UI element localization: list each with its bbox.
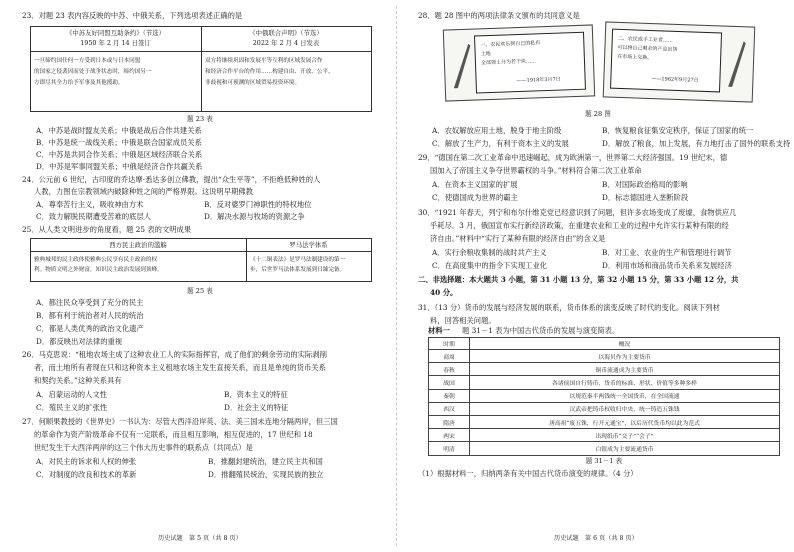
table-row	[429, 376, 780, 389]
q24-stem-line1: 24．公元前 6 世纪，古印度的乔达摩·悉达多创立佛教，提出“众生平等”，不拒绝低种姓的人	[22, 175, 321, 184]
table-cell-era: 战国	[429, 376, 470, 389]
q25-option-b[interactable]: B．都有利于统治者对人民的统治	[36, 311, 144, 320]
table-row	[429, 415, 780, 428]
section-2-heading-line1: 二、非选择题：本大题共 3 小题，第 31 小题 13 分，第 32 小题 15 分，第 33 小题 12 分，共	[418, 275, 739, 284]
q25-col1-title: 西方民主政治的滥觞	[109, 241, 167, 249]
q23-option-d[interactable]: D．中苏是军事同盟关系；中俄是经济合作共赢关系	[36, 162, 203, 171]
q23-option-b[interactable]: B．中苏是统一战线关系；中俄是联合国家成员关系	[36, 138, 202, 147]
q27-option-b[interactable]: B．推翻封建统治，建立民主共和国	[208, 457, 323, 466]
q30-stem-line2: 乎耗尽。3 月，俄国宣布实行新经济政策，在重建农业和工业的过程中允许实行某种有限的经	[430, 221, 729, 230]
q23-col1-date: 1950 年 2 月 14 日签订	[80, 39, 151, 47]
quill-icon	[448, 40, 474, 91]
q28-doc1-line2: 土地	[480, 50, 491, 58]
table-header-row	[429, 338, 780, 350]
q28-option-c[interactable]: C．解放了生产力，有利于资本主义的发展	[432, 139, 569, 148]
q31-stem-line1: 31．（13 分）货币的发展与经济发展的联系，货币体系的演变反映了时代的变化。阅读下列材	[418, 303, 720, 312]
table-cell-era: 秦朝	[429, 389, 470, 402]
q23-option-a[interactable]: A．中苏是战时盟友关系；中俄是战后合作共建关系	[36, 126, 202, 135]
q24-option-c[interactable]: C．致力解脱民期遭受苦难的底层人	[36, 212, 152, 221]
q23-col2-line1: 双方将继续巩固和发展平等互利的区域发展合作	[205, 58, 323, 64]
q23-stem: 23．对题 23 表内容反映的中苏、中俄关系，下列选项表述正确的是	[22, 11, 243, 20]
table-header-cell: 概况	[470, 338, 780, 350]
q25-option-a[interactable]: A．都注民众享受到了充分的民主	[36, 298, 144, 307]
q31-caption: 题 31－1 表	[585, 457, 623, 465]
q27-option-a[interactable]: A．对民主的诉求和人权的伸张	[36, 457, 137, 466]
table-row	[429, 350, 780, 363]
table-cell-era: 西汉	[429, 402, 470, 415]
q25-col1-line2: 利。物质文明之外财富，知识民主政治发展到顶峰。	[34, 267, 163, 273]
q26-option-c[interactable]: C．殖民主义的扩张性	[36, 403, 108, 412]
q25-caption: 题 25 表	[187, 287, 213, 295]
q23-col1-line3: 方即尽其全力给予军事及其他援助。	[34, 80, 124, 86]
q25-col2-line2: 步，后世罗马法体系发展到日臻完备。	[250, 267, 346, 273]
q28-decree-1962	[603, 21, 756, 102]
table-cell-summary: 汉武帝把铸币权收归中央，统一铸造五铢钱	[470, 402, 780, 415]
q26-stem-line1: 26．马克思说：“租地农场主成了这种农业工人的实际指挥官，成了他们的剩余劳动的实际剥削	[22, 350, 327, 359]
table-cell-era: 隋唐	[429, 415, 470, 428]
q25-option-c[interactable]: C．都是人类优秀的政治文化遗产	[36, 324, 144, 333]
q26-option-d[interactable]: D．社会主义的特征	[224, 403, 289, 412]
q27-stem-line3: 世纪发生于大西洋两岸的这三个伟大历史事件的联系点（共同点）是	[34, 443, 253, 452]
q29-option-d[interactable]: D．标志德国进入垄断阶段	[602, 193, 689, 202]
table-cell-summary: 白银成为主要流通货币	[470, 442, 780, 455]
page-6-footer: 历史试题 第 6 页（共 8 页）	[554, 535, 638, 542]
q27-option-c[interactable]: C．对制度的改良和技术的革新	[36, 470, 137, 479]
table-row	[429, 442, 780, 455]
q23-col1-title: 《中苏友好同盟互助条约》（节选）	[65, 29, 166, 37]
q28-option-d[interactable]: D．解放了粮食，加上发展，有力地打击了国外的联系支持	[602, 139, 791, 148]
q25-col2-line1: 《十二铜表法》是罗马法制建设的第一	[250, 257, 346, 263]
q23-caption: 题 23 表	[187, 115, 213, 123]
table-cell-summary: 以海贝作为主要货币	[470, 350, 780, 363]
q27-stem-line1: 27．何顺果教授的《世界史》一书认为：尽管大西洋沿岸英、法、美三国未连地分隔两岸，但三国	[22, 417, 338, 426]
q26-option-b[interactable]: B．资本主义的特征	[224, 390, 288, 399]
q29-stem-line2: 国加入了帝国主义争夺世界霸权的斗争。”材料符合第二次工业革命	[430, 166, 642, 175]
table-row	[429, 389, 780, 402]
page-5-footer: 历史试题 第 5 页（共 8 页）	[158, 535, 242, 542]
q28-doc2-line1: 二、农民或手工业者……	[617, 35, 673, 44]
q25-stem: 25．从人类文明进步的角度看，题 25 表的文明成果	[22, 225, 192, 234]
q24-stem-line2: 人教，力图在宗教领域内破除种姓之间的严格界限。这说明早期佛教	[34, 187, 253, 196]
q27-stem-line2: 的革命作为资产阶级革命不仅有一定联系，而且相互影响，相互促进的，17 世纪和 18	[34, 430, 313, 439]
table-cell-era: 明清	[429, 442, 470, 455]
table-cell-era: 春秋	[429, 363, 470, 376]
table-row	[429, 363, 780, 376]
q31-question-1: （1）根据材料一，归纳两条有关中国古代货币演变的规律。（4 分）	[418, 469, 638, 478]
q31-table	[428, 337, 780, 456]
q25-col2-title: 罗马法学体系	[289, 241, 328, 249]
q30-stem-line3: 济自由。”材料中“实行了某种有限的经济自由”的含义是	[430, 234, 606, 243]
q30-option-a[interactable]: A．实行余粮收集制的战时共产主义	[432, 248, 547, 257]
q23-col2-line2: 和经济合作平台的作用……构建自由、开放、公平、	[205, 69, 334, 75]
q30-option-c[interactable]: C．在高度集中的指令下实现工业化	[432, 261, 548, 270]
q31-stem-line2: 料，回答相关问题。	[430, 316, 496, 325]
table-cell-summary: 铜币流通成为主要货币	[470, 363, 780, 376]
q29-stem-line1: 29．“德国在第二次工业革命中迅速崛起，成为欧洲第一，世界第二大经济强国。19 世纪末，德	[418, 153, 728, 162]
table-cell-era: 两宋	[429, 429, 470, 442]
q28-option-b[interactable]: B．恢复粮食征集安定秩序，保证了国家的统一	[602, 126, 754, 135]
q28-caption: 题 28 图	[585, 110, 611, 118]
page-6	[404, 0, 791, 552]
q28-doc1-line1: 一、农民欢乐到自己的私有	[480, 40, 541, 49]
q29-option-a[interactable]: A．在资本主义国家的扩展	[432, 180, 518, 189]
q24-option-b[interactable]: B．反对婆罗门神职性的特权地位	[204, 200, 312, 209]
table-cell-era: 商周	[429, 350, 470, 363]
q26-stem-line2: 者，而土地所有者现在只和这种资本主义租地农场主发生直接关系，而且是单纯的货币关系	[34, 363, 326, 372]
section-2-heading-line2: 40 分。	[430, 288, 458, 297]
table-cell-summary: 出现纸币“交子”“会子”	[470, 429, 780, 442]
q28-doc1-line3: 全部领土分为若干块……	[480, 58, 537, 67]
q30-stem-line1: 30．“1921 年春天，列宁和布尔什维克党已经意识到了问题，但许多农场变成了废墟，食物供应几	[418, 208, 737, 217]
page-fold	[396, 6, 397, 546]
q28-doc1-date: ——1918年3月7日	[516, 76, 561, 85]
q25-col1-line1: 雅典城邦的民主政体使雅典公民享有民主政治的权	[34, 257, 158, 263]
table-cell-summary: 唐高祖“废五铢，行开元通宝”，以后历代货币均以此为范式	[470, 415, 780, 428]
q30-option-b[interactable]: B．对工业、农业的生产和管理进行调节	[602, 248, 732, 257]
q28-decree-1918	[443, 24, 595, 101]
q23-col1-line1: 一旦缔约国任何一方受到日本或与日本同盟	[34, 58, 141, 64]
q24-option-d[interactable]: D．解决水源与牧场的资源之争	[204, 212, 305, 221]
table-cell-summary: 各诸侯国自行铸币，货币的标准、形状、价值等多种多样	[470, 376, 780, 389]
q23-option-c[interactable]: C．中苏是共同合作关系；中俄是区域经济联合关系	[36, 150, 203, 159]
q30-option-d[interactable]: D．利用市场和商品货币关系来发展经济	[602, 261, 732, 270]
q29-option-c[interactable]: C．使德国成为世界的霸主	[432, 193, 518, 202]
q31-material-label: 材料一	[428, 326, 450, 335]
q23-col1-line2: 的国家之侵袭因而处于战争状态时，缔约国另一	[34, 69, 152, 75]
table-row	[429, 429, 780, 442]
q31-material-intro: 题 31－1 表为中国古代货币的发展与演变简表。	[462, 326, 620, 335]
q24-option-a[interactable]: A．尊奉苦行主义，吸收神由方术	[36, 200, 144, 209]
q25-option-d[interactable]: D．都反映出对法律的重视	[36, 337, 123, 346]
table-header-cell: 时期	[429, 338, 470, 350]
q28-doc2-line2: 可以将自己剩余的产品出售	[617, 44, 678, 53]
q28-stem: 28．题 28 图中的两项法律条文颁布的共同意义是	[418, 11, 580, 20]
table-cell-summary: 以规范秦半两钱统一全国货币，在全国流通	[470, 389, 780, 402]
q28-option-a[interactable]: A．农奴解放应用土地，脱身于地主阶级	[432, 126, 562, 135]
quill-icon	[722, 37, 750, 92]
q26-option-a[interactable]: A．启蒙运动的人文性	[36, 390, 107, 399]
q27-option-d[interactable]: D．推翻殖民统治，实现民族的独立	[208, 470, 324, 479]
q23-col2-title: 《中俄联合声明》（节选）	[249, 29, 323, 37]
q26-stem-line3: 和契约关系。”这种关系具有	[34, 376, 122, 385]
q28-doc2-line3: 在市场上交换。	[617, 53, 653, 62]
page-5	[8, 0, 388, 552]
q29-option-b[interactable]: B．对国际政治格局的影响	[602, 180, 688, 189]
q23-col2-date: 2022 年 2 月 4 日发表	[252, 39, 320, 47]
q23-col2-line3: 非歧视和可预测的区域贸易投资环境。	[205, 80, 301, 86]
table-row	[429, 402, 780, 415]
q28-doc2-date: ——1962年9月27日	[651, 76, 699, 84]
